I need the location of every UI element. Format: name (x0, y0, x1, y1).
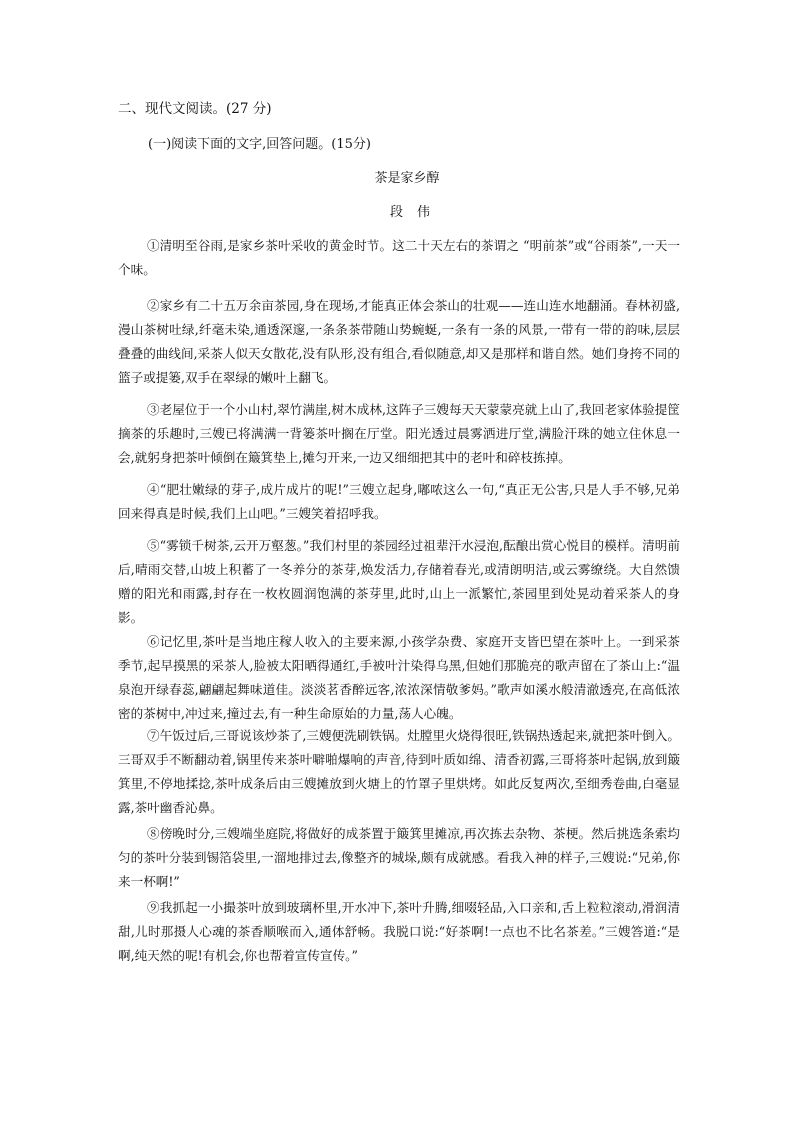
article-author: 段伟 (389, 205, 444, 220)
part-heading: (一)阅读下面的文字,回答问题。(15分) (148, 137, 371, 152)
paragraph-2: ②家乡有二十五万余亩茶园,身在现场,才能真正体会茶山的壮观——连山连水地翻涌。春林初盛,漫山茶树吐绿,纤毫未染,通透深邃,一条条茶带随山势蜿蜒,一条有一条的风景,一带有一带的韵味,层层叠叠的曲线间,采茶人似天女散花,没有队形,没有组合,看似随意,却又是那样和谐自然。她们身挎不同的篮子或提篓,双手在翠绿的嫩叶上翻飞。 (118, 298, 680, 385)
paragraph-5: ⑤“雾锁千树茶,云开万壑葱。”我们村里的茶园经过祖辈汗水浸泡,酝酿出赏心悦目的模样。清明前后,晴雨交替,山坡上积蓄了一冬养分的茶芽,焕发活力,存储着春光,或清朗明洁,或云雾缭绕。大自然馈赠的阳光和雨露,封存在一枚枚圆润饱满的茶芽里,此时,山上一派繁忙,茶园里到处晃动着采茶人的身影。 (118, 538, 680, 625)
paragraph-6: ⑥记忆里,茶叶是当地庄稼人收入的主要来源,小孩学杂费、家庭开支皆巴望在茶叶上。一到采茶季节,起早摸黑的采茶人,脸被太阳晒得通红,手被叶汁染得乌黑,但她们那脆亮的歌声留在了茶山上:“温泉泡开绿春蕊,翩翩起舞味道佳。淡淡茗香醉远客,浓浓深情敬爹妈。”歌声如溪水般清澈透亮,在高低浓密的茶树中,冲过来,撞过去,有一种生命原始的力量,荡人心魄。 (118, 634, 680, 721)
paragraph-8: ⑧傍晚时分,三嫂端坐庭院,将做好的成茶置于簸箕里摊凉,再次拣去杂物、茶梗。然后挑选条索均匀的茶叶分装到锡箔袋里,一溜地排过去,像整齐的城垛,颇有成就感。看我入神的样子,三嫂说:“兄弟,你来一杯啊!” (118, 826, 680, 889)
paragraph-7: ⑦午饭过后,三哥说该炒茶了,三嫂便洗刷铁锅。灶膛里火烧得很旺,铁锅热透起来,就把茶叶倒入。三哥双手不断翻动着,锅里传来茶叶噼啪爆响的声音,待到叶质如绵、清香初露,三哥将茶叶起锅,放到簸箕里,不停地揉捻,茶叶成条后由三嫂摊放到火塘上的竹罩子里烘烤。如此反复两次,至细秀卷曲,白毫显露,茶叶幽香沁鼻。 (118, 728, 680, 815)
paragraph-1: ①清明至谷雨,是家乡茶叶采收的黄金时节。这二十天左右的茶谓之 “明前茶”或“谷雨茶”,一天一个味。 (118, 238, 680, 277)
article-title: 茶是家乡醇 (374, 171, 440, 186)
paragraph-3: ③老屋位于一个小山村,翠竹满崖,树木成林,这阵子三嫂每天天蒙蒙亮就上山了,我回老家体验提筐摘茶的乐趣时,三嫂已将满满一背篓茶叶搁在厅堂。阳光透过晨雾洒进厅堂,满脸汗珠的她立住休息一会,就躬身把茶叶倾倒在簸箕垫上,摊匀开来,一边又细细把其中的老叶和碎枝拣掉。 (118, 402, 680, 465)
section-heading: 二、现代文阅读。(27 分) (118, 101, 272, 117)
paragraph-4: ④“肥壮嫩绿的芽子,成片成片的呢!”三嫂立起身,嘟哝这么一句,“真正无公害,只是人手不够,兄弟回来得真是时候,我们上山吧。”三嫂笑着招呼我。 (118, 482, 680, 521)
paragraph-9: ⑨我抓起一小撮茶叶放到玻璃杯里,开水冲下,茶叶升腾,细啜轻品,入口亲和,舌上粒粒滚动,滑润清甜,儿时那摄人心魂的茶香顺喉而入,通体舒畅。我脱口说:“好茶啊!一点也不比名茶差。”三嫂答道:“是啊,纯天然的呢!有机会,你也帮着宣传宣传。” (118, 900, 680, 963)
